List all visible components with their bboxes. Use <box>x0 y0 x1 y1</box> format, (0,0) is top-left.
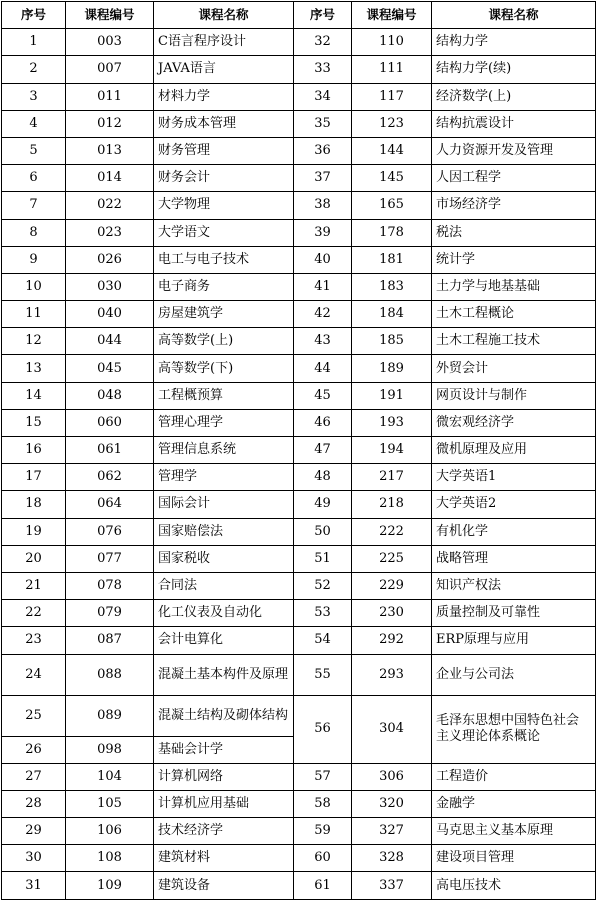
course-name: 微机原理及应用 <box>432 437 596 464</box>
table-row <box>2 464 596 491</box>
course-seq: 29 <box>2 818 66 845</box>
course-code: 111 <box>352 56 432 83</box>
course-seq: 26 <box>2 736 66 763</box>
course-seq: 30 <box>2 845 66 872</box>
header-code-right: 课程编号 <box>352 2 432 29</box>
table-row <box>2 110 596 137</box>
course-name: 大学物理 <box>154 192 294 219</box>
course-seq: 31 <box>2 872 66 899</box>
course-code: 189 <box>352 355 432 382</box>
course-name: 税法 <box>432 219 596 246</box>
course-seq: 18 <box>2 491 66 518</box>
course-code: 229 <box>352 572 432 599</box>
course-code: 123 <box>352 110 432 137</box>
course-name: JAVA语言 <box>154 56 294 83</box>
course-code: 098 <box>66 736 154 763</box>
table-row <box>2 56 596 83</box>
course-name: 工程概预算 <box>154 382 294 409</box>
table-row <box>2 545 596 572</box>
course-code: 337 <box>352 872 432 899</box>
course-name: 市场经济学 <box>432 192 596 219</box>
course-name: 国家税收 <box>154 545 294 572</box>
course-seq: 16 <box>2 437 66 464</box>
course-code: 011 <box>66 83 154 110</box>
course-seq: 13 <box>2 355 66 382</box>
course-name: 结构力学 <box>432 29 596 56</box>
course-table <box>1 1 596 900</box>
course-seq: 48 <box>294 464 352 491</box>
course-name: 网页设计与制作 <box>432 382 596 409</box>
course-code: 045 <box>66 355 154 382</box>
course-name: 战略管理 <box>432 545 596 572</box>
header-seq-left: 序号 <box>2 2 66 29</box>
course-code: 110 <box>352 29 432 56</box>
course-name: 财务会计 <box>154 165 294 192</box>
course-name: 毛泽东思想中国特色社会主义理论体系概论 <box>432 695 596 763</box>
course-code: 218 <box>352 491 432 518</box>
course-seq: 12 <box>2 328 66 355</box>
course-name: 财务成本管理 <box>154 110 294 137</box>
course-name: 有机化学 <box>432 518 596 545</box>
course-name: 建筑材料 <box>154 845 294 872</box>
table-row <box>2 83 596 110</box>
course-name: 管理信息系统 <box>154 437 294 464</box>
course-code: 230 <box>352 600 432 627</box>
course-name: 结构力学(续) <box>432 56 596 83</box>
course-name: 统计学 <box>432 246 596 273</box>
course-code: 079 <box>66 600 154 627</box>
course-code: 108 <box>66 845 154 872</box>
course-name: 土木工程概论 <box>432 301 596 328</box>
course-name: 房屋建筑学 <box>154 301 294 328</box>
course-name: 高等数学(下) <box>154 355 294 382</box>
course-name: 高电压技术 <box>432 872 596 899</box>
course-code: 225 <box>352 545 432 572</box>
course-name: 混凝土基本构件及原理 <box>154 654 294 695</box>
table-row <box>2 763 596 790</box>
course-seq: 40 <box>294 246 352 273</box>
course-seq: 33 <box>294 56 352 83</box>
course-code: 064 <box>66 491 154 518</box>
course-seq: 57 <box>294 763 352 790</box>
header-name-left: 课程名称 <box>154 2 294 29</box>
course-code: 007 <box>66 56 154 83</box>
course-name: 微宏观经济学 <box>432 409 596 436</box>
course-name: 人因工程学 <box>432 165 596 192</box>
course-code: 109 <box>66 872 154 899</box>
course-name: 混凝土结构及砌体结构 <box>154 695 294 736</box>
course-code: 327 <box>352 818 432 845</box>
table-row <box>2 355 596 382</box>
course-seq: 15 <box>2 409 66 436</box>
table-row <box>2 695 596 736</box>
course-seq: 44 <box>294 355 352 382</box>
course-seq: 3 <box>2 83 66 110</box>
table-row <box>2 518 596 545</box>
course-seq: 47 <box>294 437 352 464</box>
course-code: 061 <box>66 437 154 464</box>
course-code: 222 <box>352 518 432 545</box>
course-seq: 11 <box>2 301 66 328</box>
course-code: 106 <box>66 818 154 845</box>
course-name: 电子商务 <box>154 273 294 300</box>
course-seq: 61 <box>294 872 352 899</box>
course-seq: 19 <box>2 518 66 545</box>
course-seq: 60 <box>294 845 352 872</box>
course-name: 经济数学(上) <box>432 83 596 110</box>
course-seq: 21 <box>2 572 66 599</box>
course-code: 178 <box>352 219 432 246</box>
course-seq: 23 <box>2 627 66 654</box>
table-row <box>2 409 596 436</box>
course-code: 012 <box>66 110 154 137</box>
course-code: 104 <box>66 763 154 790</box>
course-code: 194 <box>352 437 432 464</box>
course-code: 306 <box>352 763 432 790</box>
course-code: 077 <box>66 545 154 572</box>
table-row <box>2 246 596 273</box>
course-code: 185 <box>352 328 432 355</box>
course-seq: 32 <box>294 29 352 56</box>
course-code: 087 <box>66 627 154 654</box>
course-seq: 35 <box>294 110 352 137</box>
course-name: C语言程序设计 <box>154 29 294 56</box>
course-table-body <box>2 2 596 900</box>
table-row <box>2 627 596 654</box>
course-seq: 2 <box>2 56 66 83</box>
course-seq: 25 <box>2 695 66 736</box>
course-name: 人力资源开发及管理 <box>432 137 596 164</box>
table-row <box>2 165 596 192</box>
course-seq: 42 <box>294 301 352 328</box>
course-code: 088 <box>66 654 154 695</box>
course-code: 328 <box>352 845 432 872</box>
course-seq: 28 <box>2 790 66 817</box>
course-name: 国际会计 <box>154 491 294 518</box>
course-code: 026 <box>66 246 154 273</box>
course-name: 材料力学 <box>154 83 294 110</box>
course-name: 计算机应用基础 <box>154 790 294 817</box>
course-seq: 38 <box>294 192 352 219</box>
course-code: 320 <box>352 790 432 817</box>
course-code: 217 <box>352 464 432 491</box>
course-seq: 9 <box>2 246 66 273</box>
course-name: 结构抗震设计 <box>432 110 596 137</box>
course-seq: 4 <box>2 110 66 137</box>
course-name: 建设项目管理 <box>432 845 596 872</box>
course-code: 145 <box>352 165 432 192</box>
course-name: 大学语文 <box>154 219 294 246</box>
course-name: 土力学与地基基础 <box>432 273 596 300</box>
table-row <box>2 872 596 899</box>
course-name: 基础会计学 <box>154 736 294 763</box>
table-row <box>2 572 596 599</box>
table-row <box>2 654 596 695</box>
course-name: 企业与公司法 <box>432 654 596 695</box>
course-name: 土木工程施工技术 <box>432 328 596 355</box>
course-code: 030 <box>66 273 154 300</box>
course-seq: 50 <box>294 518 352 545</box>
course-seq: 59 <box>294 818 352 845</box>
course-code: 013 <box>66 137 154 164</box>
course-seq: 8 <box>2 219 66 246</box>
course-seq: 22 <box>2 600 66 627</box>
course-seq: 45 <box>294 382 352 409</box>
course-name: 金融学 <box>432 790 596 817</box>
table-row <box>2 382 596 409</box>
course-seq: 1 <box>2 29 66 56</box>
course-name: 财务管理 <box>154 137 294 164</box>
table-row <box>2 273 596 300</box>
course-name: 计算机网络 <box>154 763 294 790</box>
course-seq: 6 <box>2 165 66 192</box>
course-code: 023 <box>66 219 154 246</box>
course-code: 089 <box>66 695 154 736</box>
course-seq: 39 <box>294 219 352 246</box>
course-name: 管理学 <box>154 464 294 491</box>
course-code: 117 <box>352 83 432 110</box>
header-row <box>2 2 596 29</box>
course-name: 电工与电子技术 <box>154 246 294 273</box>
course-seq: 20 <box>2 545 66 572</box>
table-row <box>2 29 596 56</box>
course-code: 048 <box>66 382 154 409</box>
course-seq: 36 <box>294 137 352 164</box>
course-seq: 24 <box>2 654 66 695</box>
course-code: 062 <box>66 464 154 491</box>
course-code: 304 <box>352 695 432 763</box>
course-name: 会计电算化 <box>154 627 294 654</box>
course-name: 技术经济学 <box>154 818 294 845</box>
table-row <box>2 328 596 355</box>
course-code: 022 <box>66 192 154 219</box>
table-row <box>2 818 596 845</box>
course-name: 质量控制及可靠性 <box>432 600 596 627</box>
course-seq: 17 <box>2 464 66 491</box>
course-seq: 51 <box>294 545 352 572</box>
course-seq: 58 <box>294 790 352 817</box>
course-code: 076 <box>66 518 154 545</box>
course-code: 183 <box>352 273 432 300</box>
course-seq: 34 <box>294 83 352 110</box>
course-name: 管理心理学 <box>154 409 294 436</box>
course-seq: 43 <box>294 328 352 355</box>
course-code: 060 <box>66 409 154 436</box>
course-name: 合同法 <box>154 572 294 599</box>
table-row <box>2 845 596 872</box>
course-seq: 10 <box>2 273 66 300</box>
course-code: 191 <box>352 382 432 409</box>
course-name: 大学英语2 <box>432 491 596 518</box>
course-seq: 49 <box>294 491 352 518</box>
course-name: 工程造价 <box>432 763 596 790</box>
course-seq: 27 <box>2 763 66 790</box>
table-row <box>2 219 596 246</box>
course-seq: 46 <box>294 409 352 436</box>
course-seq: 56 <box>294 695 352 763</box>
course-code: 293 <box>352 654 432 695</box>
header-code-left: 课程编号 <box>66 2 154 29</box>
course-seq: 53 <box>294 600 352 627</box>
course-name: 高等数学(上) <box>154 328 294 355</box>
course-seq: 5 <box>2 137 66 164</box>
table-row <box>2 301 596 328</box>
course-seq: 7 <box>2 192 66 219</box>
course-seq: 14 <box>2 382 66 409</box>
course-code: 144 <box>352 137 432 164</box>
course-code: 044 <box>66 328 154 355</box>
course-code: 292 <box>352 627 432 654</box>
course-seq: 55 <box>294 654 352 695</box>
course-name: 马克思主义基本原理 <box>432 818 596 845</box>
course-name: 化工仪表及自动化 <box>154 600 294 627</box>
table-row <box>2 600 596 627</box>
course-name: 外贸会计 <box>432 355 596 382</box>
course-name: 大学英语1 <box>432 464 596 491</box>
course-code: 105 <box>66 790 154 817</box>
table-row <box>2 437 596 464</box>
course-seq: 37 <box>294 165 352 192</box>
table-row <box>2 137 596 164</box>
course-seq: 52 <box>294 572 352 599</box>
course-code: 003 <box>66 29 154 56</box>
header-name-right: 课程名称 <box>432 2 596 29</box>
course-name: 国家赔偿法 <box>154 518 294 545</box>
table-row <box>2 491 596 518</box>
course-name: ERP原理与应用 <box>432 627 596 654</box>
course-name: 建筑设备 <box>154 872 294 899</box>
header-seq-right: 序号 <box>294 2 352 29</box>
course-seq: 54 <box>294 627 352 654</box>
course-code: 014 <box>66 165 154 192</box>
course-code: 078 <box>66 572 154 599</box>
course-name: 知识产权法 <box>432 572 596 599</box>
course-seq: 41 <box>294 273 352 300</box>
course-code: 165 <box>352 192 432 219</box>
course-code: 184 <box>352 301 432 328</box>
table-row <box>2 790 596 817</box>
course-code: 193 <box>352 409 432 436</box>
table-row <box>2 192 596 219</box>
course-code: 040 <box>66 301 154 328</box>
course-code: 181 <box>352 246 432 273</box>
